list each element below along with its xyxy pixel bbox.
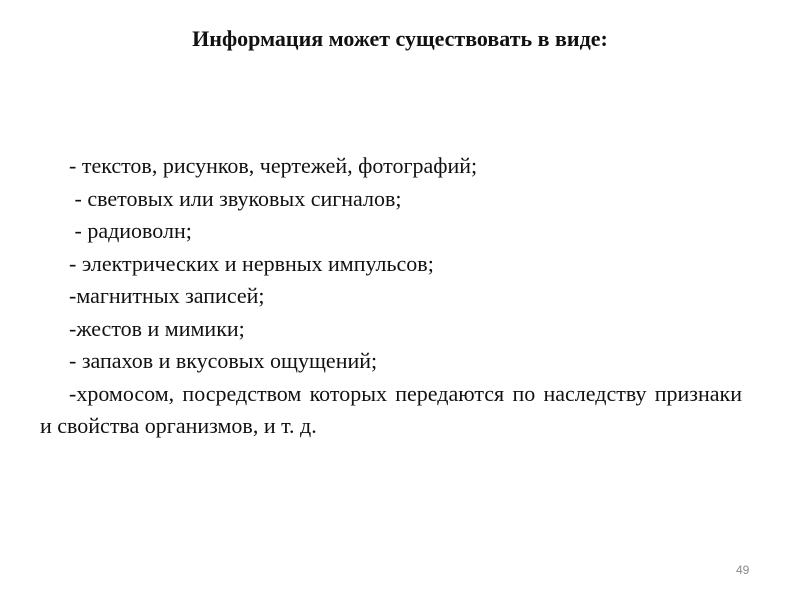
list-item: - световых или звуковых сигналов; [69,185,402,211]
list-item: - электрических и нервных импульсов; [69,250,434,276]
list-item: -жестов и мимики; [69,315,245,341]
list-item: -хромосом, посредством которых передаются по наследству признаки и свойства организмов, и т. д. [40,380,742,438]
slide-body-list [40,150,742,443]
list-item: - радиоволн; [69,218,192,243]
page-number: 49 [736,563,750,577]
list-item: - текстов, рисунков, чертежей, фотографий; [69,153,478,178]
list-item: -магнитных записей; [69,283,265,308]
slide-title: Информация может существовать в виде: [192,26,608,51]
list-item: - запахов и вкусовых ощущений; [69,348,378,373]
